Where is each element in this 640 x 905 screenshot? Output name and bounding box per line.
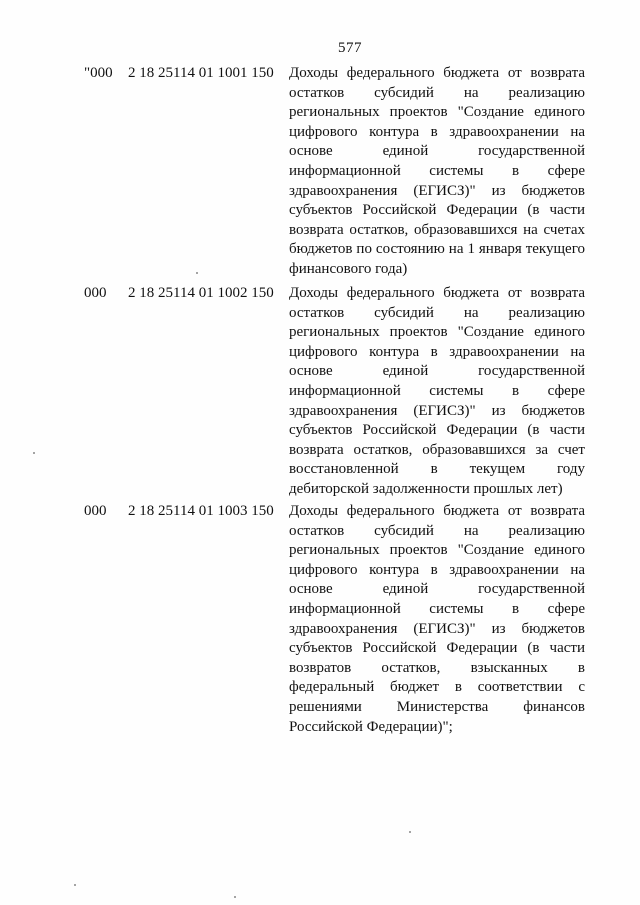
description-line: субъектов Российской Федерации (в части — [289, 422, 585, 439]
description-line: субъектов Российской Федерации (в части — [289, 202, 585, 219]
description-line: основе единой государственной — [289, 581, 585, 598]
description-line: основе единой государственной — [289, 363, 585, 380]
description-line: Российской Федерации)"; — [289, 718, 453, 735]
description-line: здравоохранения (ЕГИСЗ)" из бюджетов — [289, 182, 585, 199]
revenue-description — [289, 502, 585, 737]
description-line: региональных проектов "Создание единого — [289, 542, 585, 559]
description-line: Доходы федерального бюджета от возврата — [289, 503, 585, 519]
scan-speck — [409, 831, 411, 833]
description-line: здравоохранения (ЕГИСЗ)" из бюджетов — [289, 620, 585, 637]
description-line: Доходы федерального бюджета от возврата — [289, 285, 585, 301]
budget-classification-code: 2 18 25114 01 1003 150 — [128, 503, 274, 519]
description-line: здравоохранения (ЕГИСЗ)" из бюджетов — [289, 402, 585, 419]
description-line: бюджетов по состоянию на 1 января текущего — [289, 241, 585, 258]
revenue-description — [289, 284, 585, 500]
page-number: 577 — [338, 40, 362, 56]
description-line: основе единой государственной — [289, 143, 585, 160]
admin-code: "000 — [84, 65, 113, 81]
description-line: информационной системы в сфере — [289, 600, 585, 617]
description-line: Доходы федерального бюджета от возврата — [289, 65, 585, 81]
scan-speck — [33, 452, 35, 454]
description-line: информационной системы в сфере — [289, 162, 585, 179]
description-line: финансового года) — [289, 260, 408, 277]
admin-code: 000 — [84, 285, 107, 301]
description-line: возврата остатков, образовавшихся за счет — [289, 441, 585, 458]
revenue-description — [289, 64, 585, 280]
description-line: цифрового контура в здравоохранении на — [289, 343, 585, 360]
admin-code: 000 — [84, 503, 107, 519]
description-line: остатков субсидий на реализацию — [289, 84, 585, 101]
budget-classification-code: 2 18 25114 01 1002 150 — [128, 285, 274, 301]
description-line: возвратов остатков, взысканных в — [289, 659, 585, 676]
description-line: цифрового контура в здравоохранении на — [289, 561, 585, 578]
description-line: решениями Министерства финансов — [289, 698, 585, 715]
description-line: цифрового контура в здравоохранении на — [289, 123, 585, 140]
description-line: остатков субсидий на реализацию — [289, 522, 585, 539]
description-line: дебиторской задолженности прошлых лет) — [289, 480, 563, 497]
scan-speck — [74, 884, 76, 886]
scan-speck — [234, 896, 236, 898]
description-line: информационной системы в сфере — [289, 382, 585, 399]
scan-speck — [196, 272, 198, 274]
description-line: региональных проектов "Создание единого — [289, 104, 585, 121]
description-line: субъектов Российской Федерации (в части — [289, 640, 585, 657]
description-line: федеральный бюджет в соответствии с — [289, 679, 585, 696]
description-line: возврата остатков, образовавшихся на счетах — [289, 221, 585, 238]
budget-classification-code: 2 18 25114 01 1001 150 — [128, 65, 274, 81]
description-line: региональных проектов "Создание единого — [289, 324, 585, 341]
description-line: восстановленной в текущем году — [289, 461, 585, 478]
description-line: остатков субсидий на реализацию — [289, 304, 585, 321]
